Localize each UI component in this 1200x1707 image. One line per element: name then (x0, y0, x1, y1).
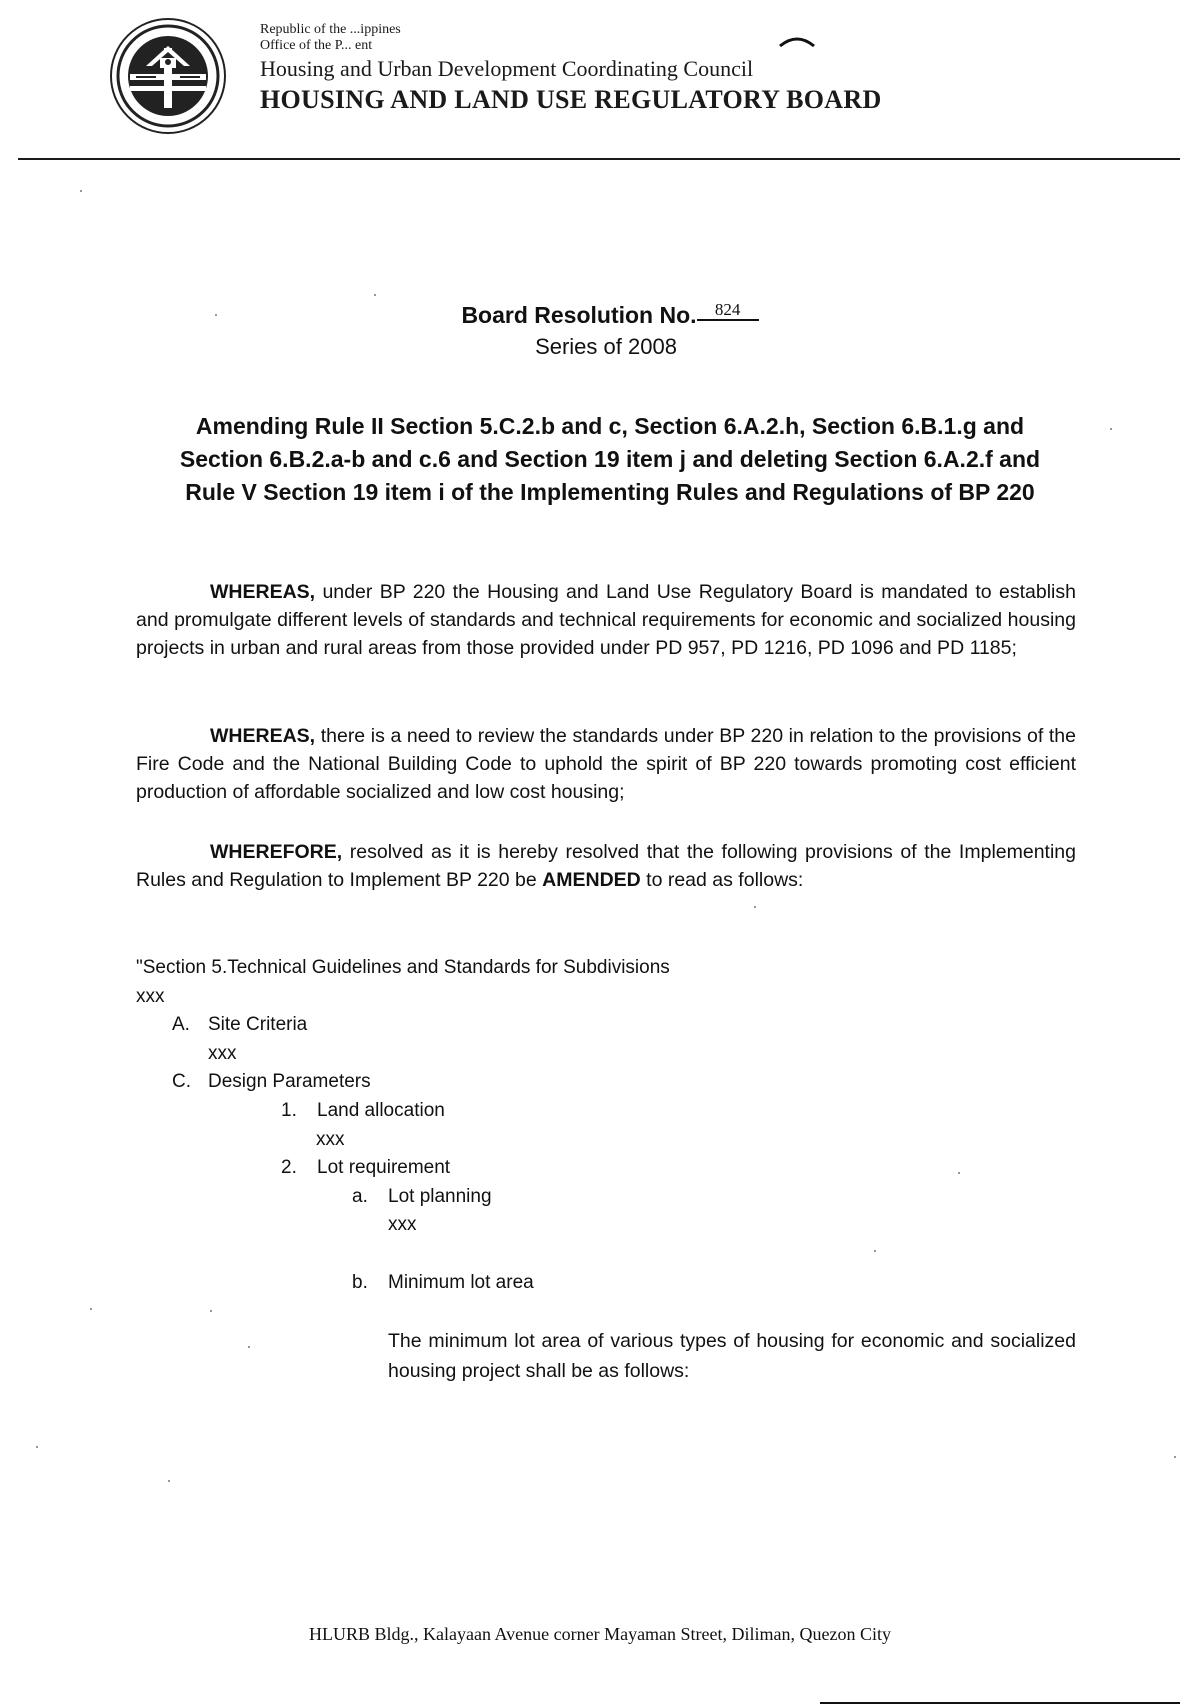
scan-speck (874, 1250, 876, 1252)
elision-marker: xxx (388, 1214, 417, 1236)
elision-marker: xxx (136, 985, 165, 1007)
item-marker: 1. (281, 1099, 297, 1121)
paragraph-text: under BP 220 the Housing and Land Use Regulatory Board is mandated to establish and promulgate different levels of standards and technical requirements for economic and socialized housing projects in urban and rural areas from those provided under PD 957, PD 1216, PD 1096 and PD 1185; (136, 581, 1076, 659)
scan-speck (754, 906, 756, 908)
letterhead-council: Housing and Urban Development Coordinating Council (260, 56, 754, 81)
section-heading: "Section 5.Technical Guidelines and Standards for Subdivisions (136, 957, 670, 978)
scan-speck (210, 1310, 212, 1312)
scan-speck (374, 294, 376, 296)
minimum-lot-area-text: The minimum lot area of various types of housing for economic and socialized housing project shall be as follows: (388, 1330, 1076, 1382)
resolution-number-line (10, 300, 1200, 330)
paragraph-emphasis: AMENDED (542, 869, 641, 891)
item-marker: a. (352, 1185, 368, 1207)
item-label: Land allocation (317, 1099, 445, 1121)
outline-item-c2a (136, 1183, 670, 1212)
resolution-subject (130, 410, 1090, 509)
item-label: Lot requirement (317, 1157, 451, 1179)
paragraph-lead: WHEREAS, (210, 725, 316, 747)
subject-line: Rule V Section 19 item i of the Implementing Rules and Regulations of BP 220 (185, 479, 1035, 505)
item-marker: C. (172, 1071, 191, 1093)
scan-speck (248, 1346, 250, 1348)
footer-divider (820, 1702, 1180, 1704)
letterhead-republic: Republic of the ...ippines (260, 22, 401, 37)
resolution-label: Board Resolution No. (461, 302, 697, 328)
outline-item-c2b (136, 1269, 670, 1298)
scan-speck (90, 1308, 92, 1310)
item-label: Site Criteria (208, 1014, 308, 1036)
item-label: Lot planning (388, 1185, 492, 1207)
letterhead-office: Office of the P... ent (260, 38, 373, 53)
item-label: Minimum lot area (388, 1271, 534, 1293)
scan-speck (1110, 428, 1112, 430)
paragraph-text: there is a need to review the standards under BP 220 in relation to the provisions of the Fire Code and the National Building Code to uphold the spirit of BP 220 towards promoting cost efficient production of affordable socialized and low cost housing; (136, 725, 1076, 803)
elision-marker: xxx (316, 1128, 345, 1150)
scan-speck (36, 1446, 38, 1448)
scan-speck (215, 314, 217, 316)
paragraph-lead: WHEREAS, (210, 581, 316, 603)
item-marker: 2. (281, 1157, 297, 1179)
scan-speck (80, 190, 82, 192)
resolution-title (0, 300, 1200, 364)
resolution-series: Series of 2008 (535, 334, 677, 359)
spacer (136, 1240, 670, 1269)
footer-address: HLURB Bldg., Kalayaan Avenue corner Mayaman Street, Diliman, Quezon City (308, 1624, 892, 1644)
paragraph-text: resolved as it is hereby resolved that the following provisions of the Implementing Rules and Regulation to Implement BP 220 be (136, 841, 1076, 891)
elision-marker: xxx (208, 1042, 237, 1064)
item-marker: A. (172, 1014, 190, 1036)
subject-line: Section 6.B.2.a-b and c.6 and Section 19 item j and deleting Section 6.A.2.f and (179, 446, 1041, 472)
hlurb-seal-icon (108, 16, 228, 136)
scan-speck (1174, 1456, 1176, 1458)
header-divider (18, 158, 1180, 160)
item-marker: b. (352, 1271, 368, 1293)
whereas-paragraph-1 (136, 578, 1076, 662)
outline-item-c (136, 1068, 670, 1097)
scan-speck (168, 1480, 170, 1482)
paragraph-lead: WHEREFORE, (210, 841, 343, 863)
subject-line: Amending Rule II Section 5.C.2.b and c, Section 6.A.2.h, Section 6.B.1.g and (195, 413, 1025, 439)
section-outline (136, 954, 670, 1297)
resolution-number: 824 (697, 301, 759, 321)
outline-item-c1 (136, 1097, 670, 1126)
scan-mark-icon (778, 34, 816, 48)
whereas-paragraph-2 (136, 722, 1076, 806)
item-label: Design Parameters (208, 1071, 371, 1093)
letterhead-board: HOUSING AND LAND USE REGULATORY BOARD (260, 85, 882, 114)
outline-item-a (136, 1011, 670, 1040)
wherefore-paragraph (136, 838, 1076, 894)
paragraph-text: to read as follows: (640, 869, 804, 891)
scan-speck (958, 1172, 960, 1174)
outline-item-c2 (136, 1154, 670, 1183)
